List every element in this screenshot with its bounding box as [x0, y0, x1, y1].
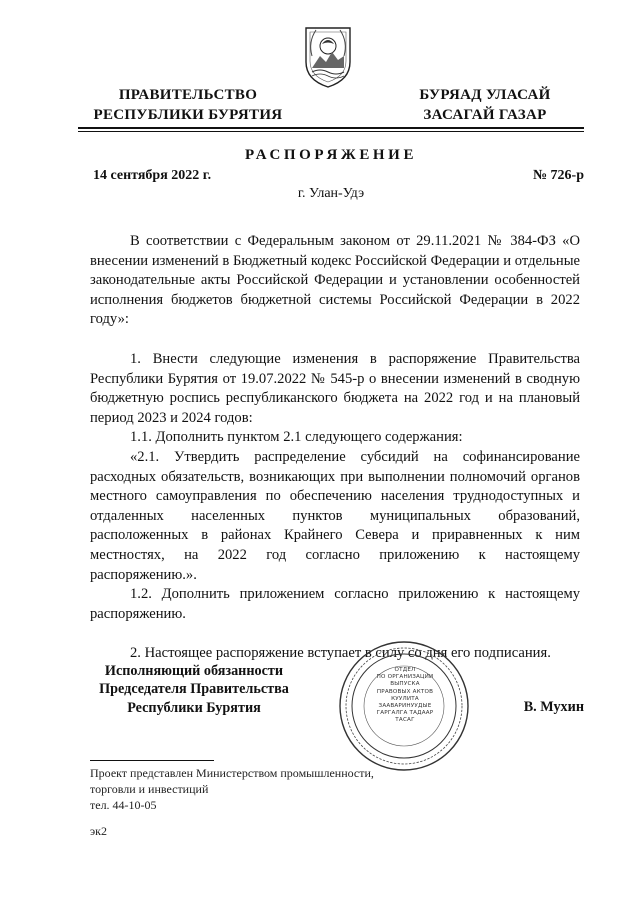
- clause-1-paragraph: 1. Внести следующие изменения в распоряжение Правительства Республики Бурятия от 19.07.2022 № 545-р о внесении изменений в сводную бюджетную роспись республиканского бюджета на 2022 год и на плановый период 2023 и 2024 годов:: [90, 350, 580, 426]
- stamp-line: ПО ОРГАНИЗАЦИИ: [376, 674, 434, 681]
- stamp-line: КУУЛИТА: [391, 695, 419, 702]
- clause-2-1-paragraph: «2.1. Утвердить распределение субсидий на софинансирование расходных обязательств, возникающих при выполнении полномочий органов местного самоуправления по обеспечению населения труднодоступных и отдаленных населенных пунктов муниципальных образований, расположенных в районах Крайнего Севера и приравненных к ним местностях, на 2022 год согласно приложению к настоящему распоряжению.».: [90, 448, 580, 583]
- footer-note: [90, 765, 374, 813]
- signatory-line: Республики Бурятия: [127, 699, 261, 716]
- stamp-line: ГАРГАЛГА ТАДААР: [376, 710, 434, 717]
- stamp-line: ПРАВОВЫХ АКТОВ: [376, 688, 434, 695]
- stamp-line: ЗААВАРИНУУДЫЕ: [378, 703, 432, 710]
- footer-line: тел. 44-10-05: [90, 798, 157, 812]
- issuer-line: РЕСПУБЛИКИ БУРЯТИЯ: [93, 107, 283, 123]
- signatory-line: Исполняющий обязанности: [104, 663, 284, 679]
- document-date: 14 сентября 2022 г.: [93, 168, 212, 183]
- stamp-text: [370, 667, 440, 725]
- issuer-name-ru: [78, 85, 298, 125]
- preamble-paragraph: В соответствии с Федеральным законом от 29.11.2021 № 384-ФЗ «О внесении изменений в Бюджетный кодекс Российской Федерации и отдельные законодательные акты Российской Федерации и установлении особенностей исполнения бюджетов бюджетной системы Российской Федерации в 2022 году»:: [90, 233, 580, 328]
- clause-1-2-paragraph: 1.2. Дополнить приложением согласно приложению к настоящему распоряжению.: [90, 586, 580, 622]
- header-rule-thick: [78, 127, 584, 129]
- issuer-line: БУРЯАД УЛАСАЙ: [419, 87, 551, 103]
- footer-line: торговли и инвестиций: [90, 782, 209, 796]
- stamp-line: ОТДЕЛ: [394, 667, 416, 673]
- footer-line: Проект представлен Министерством промышленности,: [90, 766, 374, 780]
- document-number: № 726-р: [532, 168, 584, 183]
- issuer-name-bua: [385, 85, 585, 125]
- footer-rule: [90, 760, 214, 761]
- issuer-line: ПРАВИТЕЛЬСТВО: [118, 87, 258, 103]
- header-rule-thin: [78, 131, 584, 132]
- document-code: эк2: [90, 824, 107, 838]
- document-title: РАСПОРЯЖЕНИЕ: [244, 147, 418, 163]
- stamp-line: ВЫПУСКА: [390, 681, 420, 688]
- clause-2-paragraph: 2. Настоящее распоряжение вступает в силу со дня его подписания.: [130, 645, 551, 662]
- clause-1-1-paragraph: 1.1. Дополнить пунктом 2.1 следующего содержания:: [130, 429, 463, 446]
- stamp-line: ТАСАГ: [395, 717, 415, 724]
- document-body: [90, 232, 580, 664]
- issuer-line: ЗАСАГАЙ ГАЗАР: [423, 107, 547, 123]
- signatory-title: [84, 662, 304, 717]
- signatory-name: В. Мухин: [523, 699, 584, 715]
- signatory-line: Председателя Правительства: [99, 681, 289, 698]
- coat-of-arms-icon: [300, 22, 356, 90]
- document-city: г. Улан-Удэ: [297, 186, 365, 201]
